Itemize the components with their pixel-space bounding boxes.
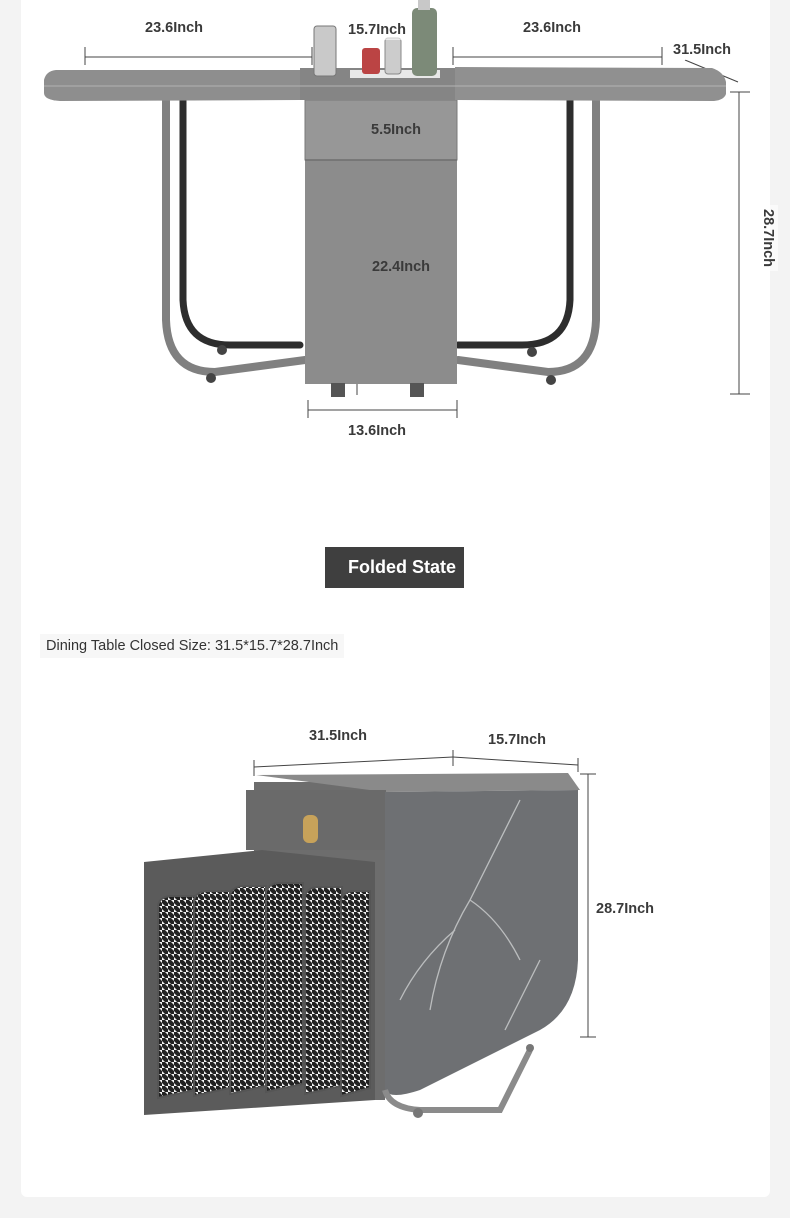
left-leaf-width-label: 23.6Inch	[141, 18, 207, 38]
closed-depth-label: 15.7Inch	[484, 730, 550, 750]
depth-label: 31.5Inch	[669, 40, 735, 60]
height-label: 28.7Inch	[758, 205, 778, 271]
closed-width-label: 31.5Inch	[305, 726, 371, 746]
closed-size-text: Dining Table Closed Size: 31.5*15.7*28.7Inch	[40, 634, 344, 658]
center-width-label: 15.7Inch	[344, 20, 410, 40]
folded-state-label: Folded State	[347, 557, 456, 577]
cabinet-height-label: 22.4Inch	[372, 259, 431, 275]
drawer-height-label: 5.5Inch	[371, 122, 421, 138]
closed-height-label: 28.7Inch	[592, 899, 658, 919]
cabinet-width-label: 13.6Inch	[344, 421, 410, 441]
right-leaf-width-label: 23.6Inch	[519, 18, 585, 38]
